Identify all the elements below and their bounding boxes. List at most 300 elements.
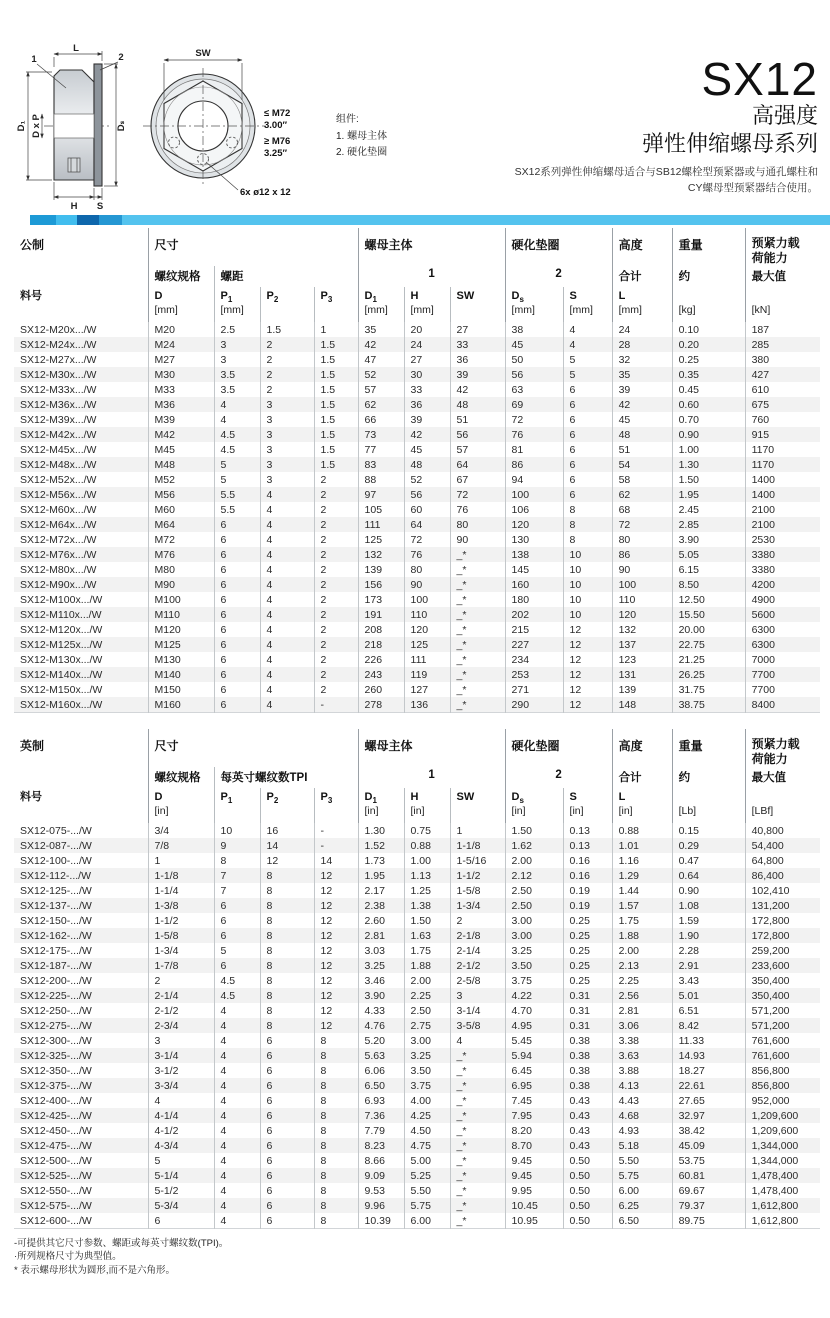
table-cell: 6.00 (612, 1183, 672, 1198)
table-cell: SX12-M52x.../W (20, 474, 97, 486)
table-cell: 2 (314, 547, 358, 562)
table-cell: 4 (260, 697, 314, 713)
table-cell: 72 (505, 412, 563, 427)
nut-side-view (16, 43, 127, 212)
table-cell: SX12-300-.../W (20, 1035, 92, 1047)
table-cell: M30 (148, 367, 214, 382)
table-cell: 39 (450, 367, 505, 382)
table-cell: 260 (358, 682, 404, 697)
table-cell: 83 (358, 457, 404, 472)
table-cell: 36 (404, 397, 450, 412)
col-P2: $P_2$ (260, 287, 314, 322)
table-cell: M42 (148, 427, 214, 442)
table-cell: 4.50 (404, 1123, 450, 1138)
table-cell: 12 (314, 1003, 358, 1018)
table-row (14, 667, 820, 682)
table-cell: 4 (214, 1063, 260, 1078)
table-row (14, 502, 820, 517)
table-cell: 9.45 (505, 1153, 563, 1168)
table-cell: 6.15 (672, 562, 745, 577)
table-cell: 8 (260, 988, 314, 1003)
table-cell: 3.88 (612, 1063, 672, 1078)
table-cell: 7000 (745, 652, 820, 667)
table-cell: 3.25 (358, 958, 404, 973)
table-cell: 8 (260, 958, 314, 973)
table-cell: 243 (358, 667, 404, 682)
table-cell: SX12-M150x.../W (20, 684, 103, 696)
table-cell: 0.15 (672, 823, 745, 838)
table-row (14, 382, 820, 397)
table-cell: 0.16 (563, 853, 612, 868)
table-cell: 4 (260, 547, 314, 562)
table-cell: 1.52 (358, 838, 404, 853)
col-P3: $P_3$ (314, 788, 358, 823)
table-cell: 58 (612, 472, 672, 487)
metric-spec-table (14, 228, 820, 713)
table-cell: 915 (745, 427, 820, 442)
table-cell: 12 (260, 853, 314, 868)
table-cell: 8 (314, 1213, 358, 1229)
table-cell: 233,600 (745, 958, 820, 973)
title-block (514, 53, 818, 197)
table-cell: 3.50 (404, 1063, 450, 1078)
table-cell: 0.90 (672, 883, 745, 898)
table-cell: 123 (612, 652, 672, 667)
table-cell: _* (450, 682, 505, 697)
table-cell: 4.5 (214, 988, 260, 1003)
table-row (14, 652, 820, 667)
table-cell: 0.13 (563, 823, 612, 838)
table-cell: 76 (505, 427, 563, 442)
sub-washer-number: 2 (505, 266, 612, 287)
table-cell: 1.75 (404, 943, 450, 958)
table-cell: 2-1/2 (148, 1003, 214, 1018)
table-cell: 30 (404, 367, 450, 382)
table-cell: _* (450, 607, 505, 622)
table-cell: SX12-M130x.../W (20, 654, 103, 666)
table-cell: 4 (214, 1003, 260, 1018)
col-P1: $P_1$ (214, 788, 260, 823)
table-cell: 253 (505, 667, 563, 682)
table-cell: 6 (214, 547, 260, 562)
table-cell: - (314, 697, 358, 713)
table-row (14, 487, 820, 502)
table-cell: 6 (214, 667, 260, 682)
table-cell: 1-5/8 (450, 883, 505, 898)
table-cell: 4 (260, 667, 314, 682)
series-description: SX12系列弹性伸缩螺母适合与SB12螺栓型预紧器或与通孔螺柱和 CY螺母型预紧器结合使用。 (514, 166, 818, 195)
table-cell: 57 (450, 442, 505, 457)
table-cell: SX12-M45x.../W (20, 444, 97, 456)
table-cell: SX12-162-.../W (20, 930, 92, 942)
dim-S-label: S (96, 201, 104, 212)
table-cell: M72 (148, 532, 214, 547)
table-cell: 50 (505, 352, 563, 367)
table-cell: 0.29 (672, 838, 745, 853)
table-cell: 131,200 (745, 898, 820, 913)
table-cell: 12.50 (672, 592, 745, 607)
table-cell: 5.5 (214, 487, 260, 502)
table-cell: _* (450, 1168, 505, 1183)
table-cell: 4.33 (358, 1003, 404, 1018)
table-cell: 10 (563, 547, 612, 562)
table-cell: 4-1/4 (148, 1108, 214, 1123)
table-cell: 51 (450, 412, 505, 427)
table-cell: 16 (260, 823, 314, 838)
table-row (14, 838, 820, 853)
table-cell: 6.50 (612, 1213, 672, 1229)
table-cell: _* (450, 1078, 505, 1093)
table-cell: 218 (358, 637, 404, 652)
table-row (14, 1018, 820, 1033)
table-cell: 31.75 (672, 682, 745, 697)
col-weight-lb: [Lb] (672, 788, 745, 823)
table-row (14, 607, 820, 622)
table-cell: 60.81 (672, 1168, 745, 1183)
footnote-round-shape: * 表示螺母形状为圆形,而不是六角形。 (14, 1264, 175, 1276)
table-cell: 67 (450, 472, 505, 487)
table-cell: M125 (148, 637, 214, 652)
sub-thread-spec: 螺纹规格 (148, 767, 214, 788)
table-cell: 5.25 (404, 1168, 450, 1183)
table-cell: 1-3/4 (450, 898, 505, 913)
color-bar-segment (99, 215, 122, 225)
table-row (14, 352, 820, 367)
table-cell: 6 (214, 592, 260, 607)
table-cell: 7700 (745, 667, 820, 682)
table-cell: SX12-400-.../W (20, 1095, 92, 1107)
table-cell: SX12-M100x.../W (20, 594, 103, 606)
table-cell: 6 (214, 532, 260, 547)
table-cell: 4.00 (404, 1093, 450, 1108)
sub-max-value: 最大值 (745, 767, 820, 788)
table-cell: 12 (563, 637, 612, 652)
table-cell: M60 (148, 502, 214, 517)
table-cell: 14 (260, 838, 314, 853)
table-cell: 9 (214, 838, 260, 853)
table-cell: 1.90 (672, 928, 745, 943)
table-cell: SX12-M36x.../W (20, 399, 97, 411)
table-cell: 4.75 (404, 1138, 450, 1153)
table-cell: 380 (745, 352, 820, 367)
table-cell: 0.25 (672, 352, 745, 367)
table-row (14, 1168, 820, 1183)
table-cell: 0.50 (563, 1168, 612, 1183)
table-cell: SX12-M56x.../W (20, 489, 97, 501)
table-cell: 3.38 (612, 1033, 672, 1048)
table-cell: 2 (314, 502, 358, 517)
col-P3: $P_3$ (314, 287, 358, 322)
table-cell: 120 (505, 517, 563, 532)
sub-approx: 约 (672, 266, 745, 287)
table-cell: 130 (505, 532, 563, 547)
col-weight-kg: [kg] (672, 287, 745, 322)
table-cell: 6 (260, 1168, 314, 1183)
col-part-number: 料号 (20, 290, 42, 302)
table-cell: 8 (260, 913, 314, 928)
table-cell: 0.38 (563, 1078, 612, 1093)
table-cell: 0.35 (672, 367, 745, 382)
table-cell: 8 (214, 853, 260, 868)
table-cell: 226 (358, 652, 404, 667)
table-cell: 1 (450, 823, 505, 838)
table-cell: 5.50 (612, 1153, 672, 1168)
table-cell: 8 (314, 1078, 358, 1093)
table-cell: 187 (745, 322, 820, 337)
table-cell: 0.25 (563, 943, 612, 958)
table-cell: SX12-M42x.../W (20, 429, 97, 441)
table-cell: 8 (314, 1183, 358, 1198)
table-cell: 3-1/2 (148, 1063, 214, 1078)
table-cell: 3 (260, 472, 314, 487)
table-cell: 1 (314, 322, 358, 337)
table-cell: 4 (260, 637, 314, 652)
table-cell: 8400 (745, 697, 820, 713)
table-cell: SX12-325-.../W (20, 1050, 92, 1062)
table-cell: 6 (260, 1108, 314, 1123)
table-cell: 8 (563, 532, 612, 547)
table-cell: 8 (260, 973, 314, 988)
table-cell: 77 (358, 442, 404, 457)
table-cell: 10.39 (358, 1213, 404, 1229)
table-cell: 4.76 (358, 1018, 404, 1033)
table-cell: _* (450, 1198, 505, 1213)
table-cell: 6 (148, 1213, 214, 1229)
table-cell: SX12-375-.../W (20, 1080, 92, 1092)
table-cell: 0.25 (563, 973, 612, 988)
table-row (14, 337, 820, 352)
table-cell: 1-1/2 (148, 913, 214, 928)
table-cell: 10 (563, 607, 612, 622)
table-cell: - (314, 823, 358, 838)
table-row (14, 943, 820, 958)
table-cell: 4 (260, 607, 314, 622)
table-cell: 180 (505, 592, 563, 607)
table-cell: SX12-225-.../W (20, 990, 92, 1002)
table-cell: 3-1/4 (148, 1048, 214, 1063)
table-cell: 2 (314, 487, 358, 502)
table-cell: 106 (505, 502, 563, 517)
table-cell: 4.22 (505, 988, 563, 1003)
table-cell: 4 (260, 577, 314, 592)
table-cell: 9.96 (358, 1198, 404, 1213)
table-cell: 3.50 (505, 958, 563, 973)
table-cell: M130 (148, 652, 214, 667)
table-cell: 4.25 (404, 1108, 450, 1123)
group-preload-capacity: 预紧力载荷能力 (745, 228, 820, 266)
dim-D1-label: D₁ (16, 120, 27, 132)
table-cell: _* (450, 547, 505, 562)
table-cell: 2.28 (672, 943, 745, 958)
table-cell: 12 (314, 883, 358, 898)
table-cell: SX12-200-.../W (20, 975, 92, 987)
table-cell: 27 (450, 322, 505, 337)
table-cell: 8.42 (672, 1018, 745, 1033)
table-cell: 4.5 (214, 442, 260, 457)
table-cell: - (314, 838, 358, 853)
table-cell: M160 (148, 697, 214, 713)
group-hardened-washer: 硬化垫圈 (505, 228, 612, 266)
table-cell: 47 (358, 352, 404, 367)
table-cell: 3 (260, 412, 314, 427)
table-cell: 1.44 (612, 883, 672, 898)
table-cell: 22.61 (672, 1078, 745, 1093)
table-row (14, 928, 820, 943)
table-row (14, 562, 820, 577)
table-cell: 0.25 (563, 913, 612, 928)
table-cell: 45 (404, 442, 450, 457)
table-cell: 3.90 (358, 988, 404, 1003)
table-cell: 5.18 (612, 1138, 672, 1153)
table-cell: 2.00 (612, 943, 672, 958)
table-cell: 1.62 (505, 838, 563, 853)
table-cell: 6.51 (672, 1003, 745, 1018)
table-cell: 1,612,800 (745, 1213, 820, 1229)
holes-note: 6x ø12 x 12 (240, 187, 291, 198)
table-cell: 110 (612, 592, 672, 607)
table-cell: _* (450, 652, 505, 667)
table-cell: 3-1/4 (450, 1003, 505, 1018)
table-cell: 6 (214, 958, 260, 973)
col-part-number: 料号 (20, 791, 42, 803)
col-preload-lbf: [LBf] (745, 788, 820, 823)
table-cell: 100 (505, 487, 563, 502)
table-cell: 5.05 (672, 547, 745, 562)
table-cell: 100 (612, 577, 672, 592)
table-row (14, 913, 820, 928)
legend-item-hardened-washer: 2. 硬化垫圈 (336, 147, 388, 158)
group-hardened-washer: 硬化垫圈 (505, 729, 612, 767)
table-row (14, 577, 820, 592)
table-cell: 761,600 (745, 1048, 820, 1063)
table-cell: 3380 (745, 562, 820, 577)
table-cell: 6 (214, 913, 260, 928)
table-cell: 52 (404, 472, 450, 487)
table-cell: 2 (148, 973, 214, 988)
table-cell: 66 (358, 412, 404, 427)
table-cell: 191 (358, 607, 404, 622)
table-cell: SX12-275-.../W (20, 1020, 92, 1032)
table-cell: 8 (260, 1003, 314, 1018)
table-cell: 3.90 (672, 532, 745, 547)
table-cell: 64 (404, 517, 450, 532)
table-cell: 3/4 (148, 823, 214, 838)
table-cell: 139 (358, 562, 404, 577)
table-cell: 73 (358, 427, 404, 442)
bore-section (54, 114, 94, 138)
table-cell: 8.50 (672, 577, 745, 592)
table-cell: 6.95 (505, 1078, 563, 1093)
table-cell: 7700 (745, 682, 820, 697)
table-cell: 6 (563, 382, 612, 397)
dim-DxP-label: D x P (31, 114, 42, 138)
dim-Ds-label: Dₛ (116, 120, 127, 132)
table-cell: 10 (214, 823, 260, 838)
table-cell: 2 (314, 667, 358, 682)
table-cell: 40,800 (745, 823, 820, 838)
color-bar-segment (56, 215, 77, 225)
table-cell: 48 (450, 397, 505, 412)
table-cell: 6.50 (358, 1078, 404, 1093)
table-cell: SX12-M110x.../W (20, 609, 102, 621)
sub-thread-spec: 螺纹规格 (148, 266, 214, 287)
table-cell: _* (450, 1153, 505, 1168)
table-cell: 42 (450, 382, 505, 397)
table-cell: M52 (148, 472, 214, 487)
table-cell: 5-1/2 (148, 1183, 214, 1198)
table-cell: 11.33 (672, 1033, 745, 1048)
table-cell: 2-3/4 (148, 1018, 214, 1033)
table-cell: 3.75 (404, 1078, 450, 1093)
table-cell: 4 (260, 682, 314, 697)
table-cell: 56 (404, 487, 450, 502)
table-row (14, 517, 820, 532)
table-cell: 7.36 (358, 1108, 404, 1123)
table-cell: 42 (612, 397, 672, 412)
table-cell: M150 (148, 682, 214, 697)
table-cell: 4 (260, 487, 314, 502)
table-cell: 6 (563, 487, 612, 502)
thread-note-large: ≥ M76 (264, 136, 291, 147)
table-cell: SX12-525-.../W (20, 1170, 92, 1182)
table-cell: SX12-112-.../W (20, 870, 91, 882)
table-cell: 2-1/2 (450, 958, 505, 973)
table-cell: 2 (314, 562, 358, 577)
table-cell: 8 (260, 883, 314, 898)
group-size: 尺寸 (148, 729, 358, 767)
table-cell: 81 (505, 442, 563, 457)
table-cell: 4 (148, 1093, 214, 1108)
table-cell: 6 (563, 472, 612, 487)
table-cell: 427 (745, 367, 820, 382)
table-cell: 4 (214, 1183, 260, 1198)
table-cell: 1.5 (314, 382, 358, 397)
table-cell: 202 (505, 607, 563, 622)
col-SW: SW (450, 287, 505, 322)
table-cell: SX12-M27x.../W (20, 354, 97, 366)
table-cell: 12 (563, 697, 612, 713)
table-cell: 3.5 (214, 382, 260, 397)
table-cell: 4 (260, 517, 314, 532)
table-cell: 3.00 (505, 913, 563, 928)
col-preload-kN: [kN] (745, 287, 820, 322)
table-row (14, 1138, 820, 1153)
page-header (0, 0, 830, 215)
table-cell: _* (450, 1183, 505, 1198)
table-row (14, 1063, 820, 1078)
table-cell: 72 (612, 517, 672, 532)
table-cell: 6.45 (505, 1063, 563, 1078)
table-cell: 3.25 (404, 1048, 450, 1063)
table-cell: 4.70 (505, 1003, 563, 1018)
table-row (14, 988, 820, 1003)
thread-note-small: ≤ M72 (264, 108, 291, 119)
table-cell: 8 (314, 1108, 358, 1123)
table-cell: 4.93 (612, 1123, 672, 1138)
table-cell: 63 (505, 382, 563, 397)
table-cell: 5 (563, 352, 612, 367)
table-cell: 1.08 (672, 898, 745, 913)
table-cell: 7.95 (505, 1108, 563, 1123)
table-cell: 5.50 (404, 1183, 450, 1198)
table-cell: 172,800 (745, 928, 820, 943)
table-cell: 62 (358, 397, 404, 412)
group-preload-capacity: 预紧力载荷能力 (745, 729, 820, 767)
table-cell: 1-5/16 (450, 853, 505, 868)
table-cell: 90 (612, 562, 672, 577)
table-cell: 571,200 (745, 1003, 820, 1018)
table-cell: 1,478,400 (745, 1183, 820, 1198)
